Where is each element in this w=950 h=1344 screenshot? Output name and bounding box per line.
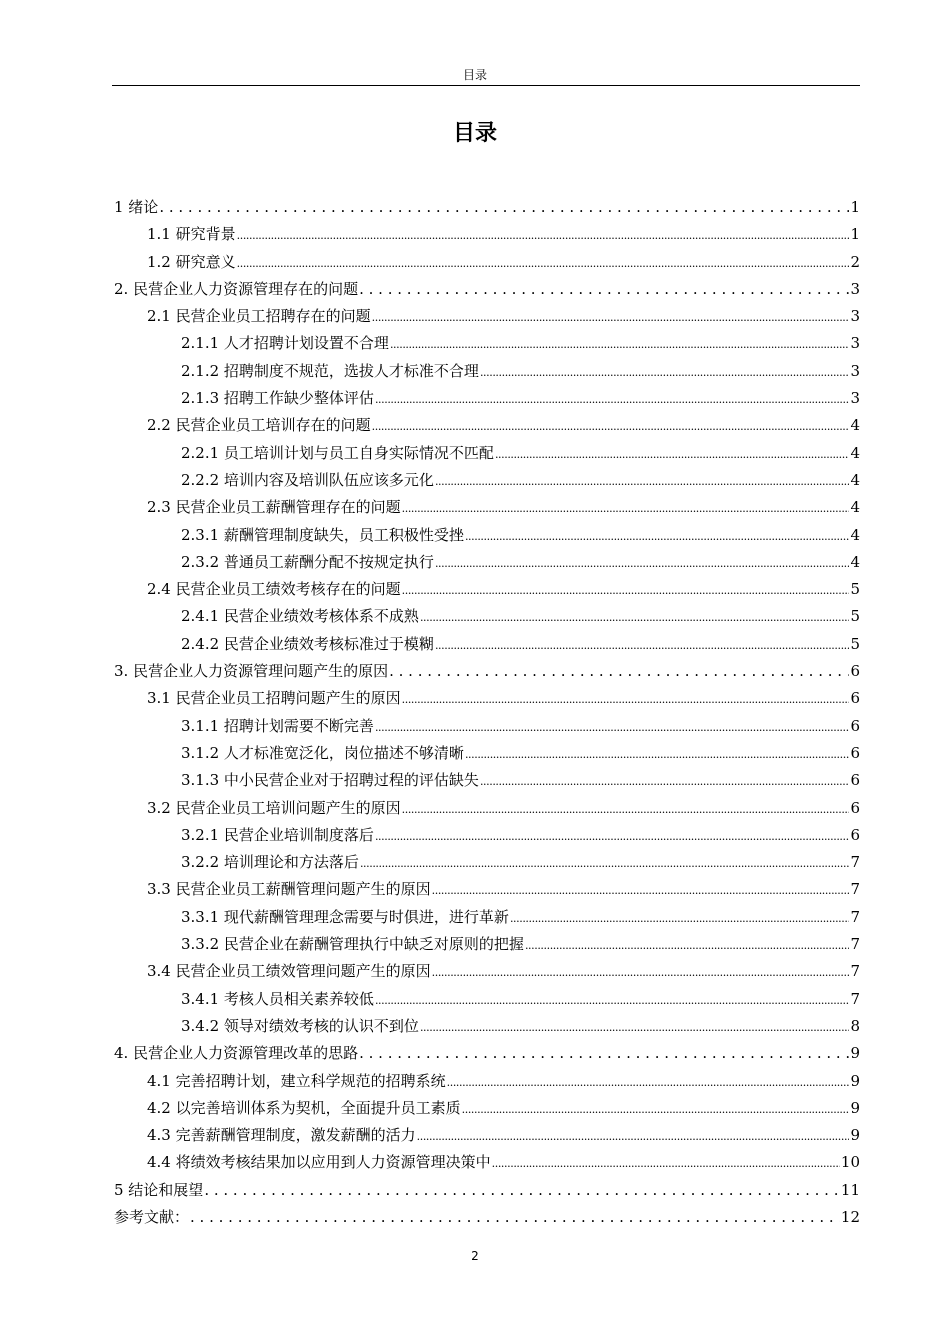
toc-entry-label: 2.1.1 人才招聘计划设置不合理 (181, 334, 389, 353)
toc-entry[interactable] (114, 1151, 860, 1178)
toc-entry[interactable] (114, 442, 860, 469)
toc-entry-label: 3.1 民营企业员工招聘问题产生的原因 (147, 689, 401, 708)
toc-dot-leader (492, 1153, 840, 1171)
toc-entry-page: 8 (850, 1016, 860, 1035)
toc-dot-leader (435, 471, 849, 489)
toc-entry[interactable] (114, 305, 860, 332)
toc-entry[interactable] (114, 769, 860, 796)
toc-entry[interactable] (114, 524, 860, 551)
toc-dot-leader (402, 498, 849, 516)
toc-dot-leader (420, 607, 849, 625)
toc-entry-page: 9 (850, 1044, 860, 1063)
toc-entry-label: 2.3 民营企业员工薪酬管理存在的问题 (147, 498, 401, 517)
toc-entry-label: 3.2.2 培训理论和方法落后 (181, 853, 359, 872)
toc-entry-label: 2.2.2 培训内容及培训队伍应该多元化 (181, 470, 434, 489)
toc-dot-leader (432, 880, 849, 898)
toc-entry[interactable] (114, 878, 860, 905)
toc-entry[interactable] (114, 988, 860, 1015)
toc-dot-leader (402, 799, 849, 817)
toc-entry-page: 4 (850, 470, 860, 489)
toc-entry-page: 4 (850, 498, 860, 517)
toc-dot-leader (375, 717, 849, 735)
toc-entry[interactable] (114, 578, 860, 605)
toc-entry-label: 3.3.1 现代薪酬管理理念需要与时俱进，进行革新 (181, 907, 509, 926)
toc-entry[interactable] (114, 1070, 860, 1097)
toc-entry-label: 3.1.3 中小民营企业对于招聘过程的评估缺失 (181, 771, 479, 790)
toc-entry-label: 3.4.2 领导对绩效考核的认识不到位 (181, 1016, 419, 1035)
toc-entry-page: 7 (850, 989, 860, 1008)
toc-entry[interactable] (114, 633, 860, 660)
toc-entry-label: 2. 民营企业人力资源管理存在的问题 (114, 279, 359, 298)
toc-entry-page: 6 (850, 689, 860, 708)
toc-entry[interactable] (114, 387, 860, 414)
toc-entry[interactable] (114, 605, 860, 632)
toc-entry-label: 3.3 民营企业员工薪酬管理问题产生的原因 (147, 880, 431, 899)
toc-entry-page: 3 (850, 307, 860, 326)
toc-entry-label: 3.4 民营企业员工绩效管理问题产生的原因 (147, 962, 431, 981)
toc-entry[interactable] (114, 906, 860, 933)
toc-entry-page: 3 (850, 361, 860, 380)
toc-dot-leader (465, 744, 849, 762)
toc-entry-label: 2.1.3 招聘工作缺少整体评估 (181, 389, 374, 408)
toc-entry-label: 2.2.1 员工培训计划与员工自身实际情况不匹配 (181, 443, 494, 462)
toc-entry[interactable] (114, 332, 860, 359)
toc-entry[interactable] (114, 797, 860, 824)
toc-entry[interactable] (114, 1042, 860, 1069)
page-number: 2 (471, 1249, 479, 1263)
toc-entry-label: 2.4.2 民营企业绩效考核标准过于模糊 (181, 634, 434, 653)
toc-dot-leader (480, 771, 849, 789)
toc-entry-page: 11 (840, 1180, 860, 1199)
toc-entry-label: 4.4 将绩效考核结果加以应用到人力资源管理决策中 (147, 1153, 491, 1172)
toc-entry-page: 6 (850, 771, 860, 790)
toc-entry-page: 5 (850, 580, 860, 599)
toc-dot-leader (402, 580, 849, 598)
toc-dot-leader (435, 553, 849, 571)
toc-entry-page: 6 (850, 662, 860, 681)
toc-entry-label: 4.1 完善招聘计划，建立科学规范的招聘系统 (147, 1071, 446, 1090)
toc-dot-leader (402, 689, 849, 707)
toc-dot-leader (204, 1181, 840, 1199)
toc-entry-page: 7 (850, 935, 860, 954)
toc-dot-leader (237, 253, 849, 271)
toc-dot-leader (359, 280, 849, 298)
toc-entry-page: 6 (850, 716, 860, 735)
toc-entry[interactable] (114, 496, 860, 523)
toc-dot-leader (465, 526, 849, 544)
toc-entry-page: 7 (850, 907, 860, 926)
toc-entry[interactable] (114, 851, 860, 878)
toc-entry[interactable] (114, 715, 860, 742)
toc-entry-label: 3.4.1 考核人员相关素养较低 (181, 989, 374, 1008)
toc-entry-page: 1 (850, 225, 860, 244)
toc-entry-page: 9 (850, 1126, 860, 1145)
toc-dot-leader (420, 1017, 849, 1035)
toc-entry-page: 4 (850, 525, 860, 544)
running-header: 目录 (462, 68, 487, 82)
toc-entry-label: 1.1 研究背景 (147, 225, 236, 244)
toc-entry-page: 3 (850, 279, 860, 298)
toc-entry[interactable] (114, 1097, 860, 1124)
toc-entry[interactable] (114, 933, 860, 960)
toc-entry-label: 5 结论和展望 (114, 1180, 204, 1199)
toc-dot-leader (375, 389, 849, 407)
toc-entry-label: 3. 民营企业人力资源管理问题产生的原因 (114, 662, 389, 681)
toc-entry-label: 2.3.2 普通员工薪酬分配不按规定执行 (181, 552, 434, 571)
header-rule (112, 85, 860, 86)
toc-dot-leader (375, 826, 849, 844)
toc-dot-leader (389, 662, 849, 680)
toc-entry[interactable] (114, 278, 860, 305)
toc-entry[interactable] (114, 824, 860, 851)
toc-entry[interactable] (114, 223, 860, 250)
toc-entry-page: 7 (850, 880, 860, 899)
toc-dot-leader (190, 1208, 840, 1226)
toc-entry-page: 6 (850, 798, 860, 817)
toc-entry-label: 2.4 民营企业员工绩效考核存在的问题 (147, 580, 401, 599)
toc-entry-label: 3.1.2 人才标准宽泛化，岗位描述不够清晰 (181, 743, 464, 762)
toc-entry-page: 9 (850, 1071, 860, 1090)
toc-entry[interactable] (114, 1015, 860, 1042)
toc-entry-page: 1 (850, 198, 860, 216)
toc-entry-page: 3 (850, 389, 860, 408)
toc-entry-label: 1.2 研究意义 (147, 252, 236, 271)
toc-entry[interactable] (114, 251, 860, 278)
toc-dot-leader (435, 635, 849, 653)
toc-entry-label: 4.2 以完善培训体系为契机，全面提升员工素质 (147, 1098, 461, 1117)
toc-entry-label: 2.2 民营企业员工培训存在的问题 (147, 416, 371, 435)
toc-entry[interactable] (114, 1206, 860, 1233)
toc-entry-page: 6 (850, 825, 860, 844)
toc-entry-label: 4.3 完善薪酬管理制度，激发薪酬的活力 (147, 1126, 416, 1145)
toc-entry[interactable] (114, 1179, 860, 1206)
toc-entry[interactable] (114, 660, 860, 687)
toc-dot-leader (237, 225, 849, 243)
toc-entry[interactable] (114, 551, 860, 578)
toc-entry[interactable] (114, 469, 860, 496)
toc-entry[interactable] (114, 196, 860, 223)
toc-entry-label: 1 绪论 (114, 198, 159, 216)
toc-entry-page: 9 (850, 1098, 860, 1117)
toc-entry-label: 2.4.1 民营企业绩效考核体系不成熟 (181, 607, 419, 626)
toc-dot-leader (495, 444, 849, 462)
toc-dot-leader (372, 416, 849, 434)
toc-entry-page: 5 (850, 607, 860, 626)
toc-entry-page: 6 (850, 743, 860, 762)
table-of-contents (114, 196, 860, 1233)
toc-dot-leader (432, 962, 849, 980)
toc-entry[interactable] (114, 414, 860, 441)
toc-dot-leader (372, 307, 849, 325)
toc-entry-label: 2.3.1 薪酬管理制度缺失，员工积极性受挫 (181, 525, 464, 544)
toc-entry-page: 12 (840, 1207, 860, 1226)
toc-entry-label: 2.1.2 招聘制度不规范，选拔人才标准不合理 (181, 361, 479, 380)
toc-entry-page: 3 (850, 334, 860, 353)
toc-entry-label: 3.2 民营企业员工培训问题产生的原因 (147, 798, 401, 817)
toc-dot-leader (360, 853, 849, 871)
toc-entry-label: 3.1.1 招聘计划需要不断完善 (181, 716, 374, 735)
toc-dot-leader (417, 1126, 849, 1144)
toc-entry-page: 2 (850, 252, 860, 271)
toc-entry[interactable] (114, 960, 860, 987)
toc-entry-page: 4 (850, 416, 860, 435)
toc-entry[interactable] (114, 1124, 860, 1151)
toc-dot-leader (525, 935, 849, 953)
toc-entry-page: 10 (840, 1153, 860, 1172)
toc-entry-page: 5 (850, 634, 860, 653)
toc-entry-page: 4 (850, 443, 860, 462)
toc-entry[interactable] (114, 360, 860, 387)
toc-dot-leader (390, 334, 849, 352)
toc-entry-label: 参考文献： (114, 1207, 190, 1226)
toc-entry-page: 4 (850, 552, 860, 571)
toc-entry-label: 2.1 民营企业员工招聘存在的问题 (147, 307, 371, 326)
toc-dot-leader (462, 1099, 849, 1117)
toc-dot-leader (159, 198, 849, 216)
toc-entry[interactable] (114, 742, 860, 769)
toc-dot-leader (480, 362, 849, 380)
toc-dot-leader (359, 1044, 849, 1062)
toc-dot-leader (375, 990, 849, 1008)
toc-entry[interactable] (114, 687, 860, 714)
toc-dot-leader (447, 1072, 849, 1090)
toc-entry-label: 4. 民营企业人力资源管理改革的思路 (114, 1044, 359, 1063)
toc-entry-page: 7 (850, 853, 860, 872)
toc-entry-label: 3.3.2 民营企业在薪酬管理执行中缺乏对原则的把握 (181, 935, 524, 954)
toc-entry-label: 3.2.1 民营企业培训制度落后 (181, 825, 374, 844)
toc-dot-leader (510, 908, 849, 926)
page-title: 目录 (452, 121, 497, 146)
toc-entry-page: 7 (850, 962, 860, 981)
